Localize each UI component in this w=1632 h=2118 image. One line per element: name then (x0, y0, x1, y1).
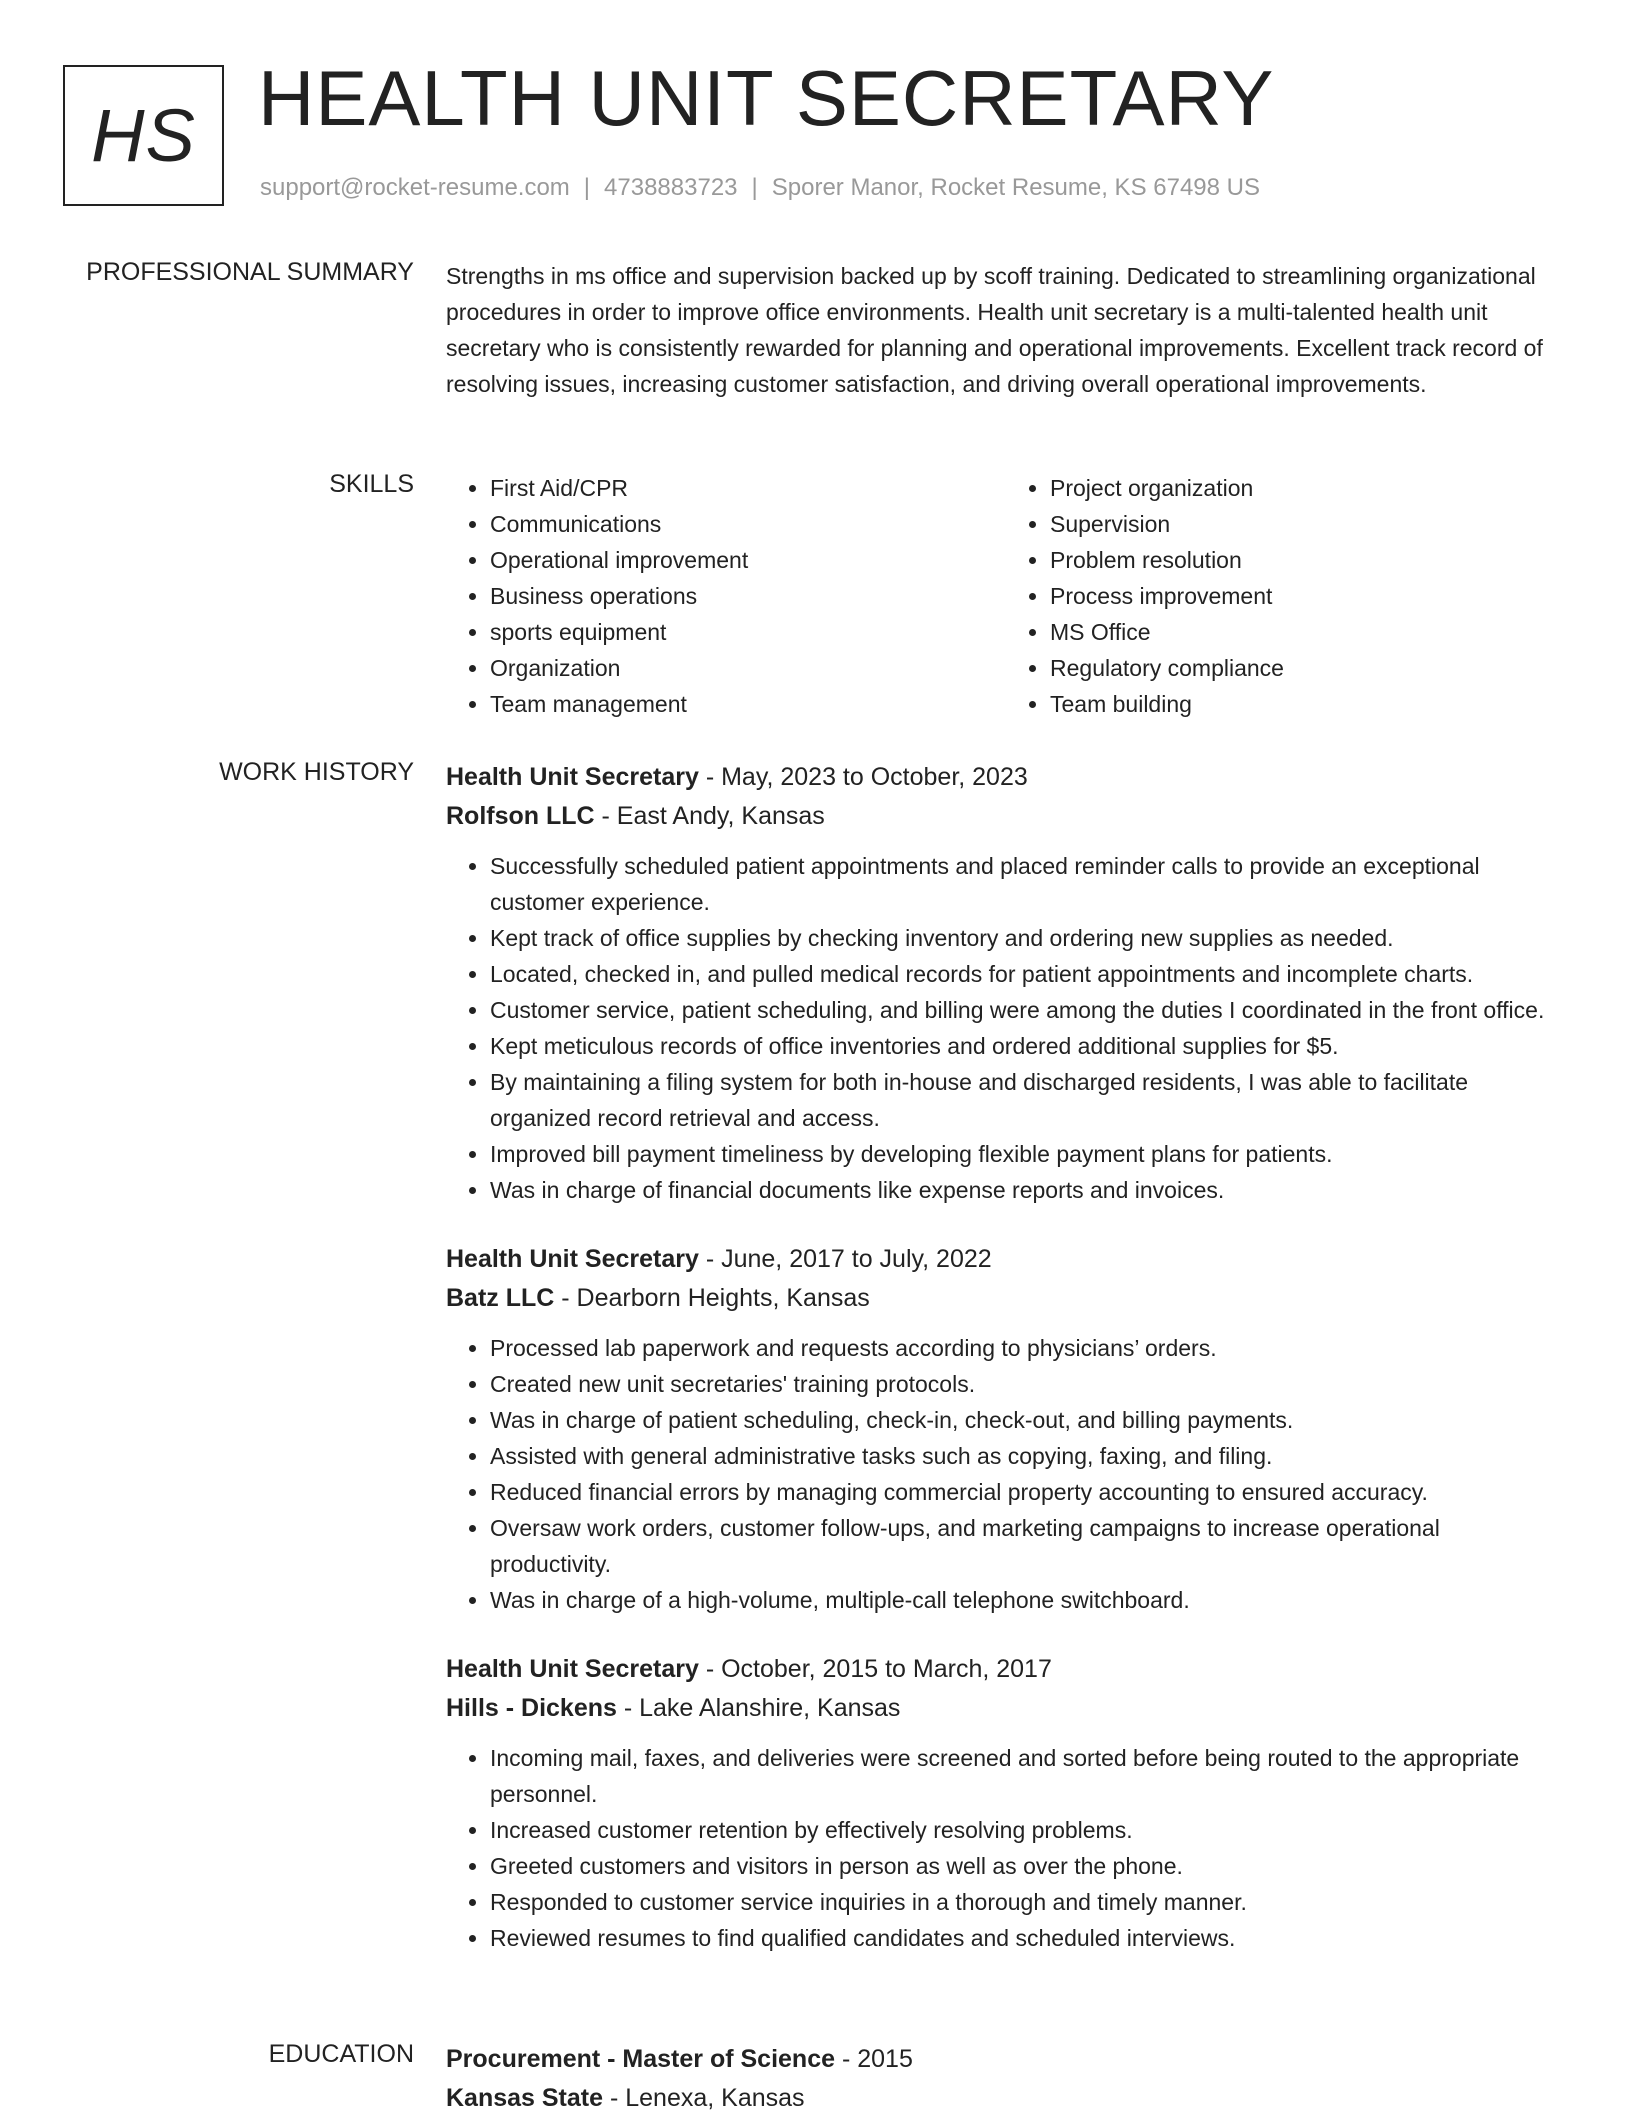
work-history-heading: WORK HISTORY (219, 758, 414, 786)
education-body (446, 2040, 1566, 2118)
job-dates: - October, 2015 to March, 2017 (698, 1655, 1052, 1683)
job-company-line (446, 1688, 1566, 1728)
education-year: - 2015 (835, 2045, 913, 2073)
resume-name: HEALTH UNIT SECRETARY (258, 54, 1275, 142)
skill-item: • sports equipment (490, 614, 1006, 650)
education-school: Kansas State (446, 2084, 604, 2112)
skill-item: • Operational improvement (490, 542, 1006, 578)
job-bullet: • Successfully scheduled patient appointments and placed reminder calls to provide an exceptional customer experience. (490, 848, 1566, 920)
job-bullet: • Greeted customers and visitors in person as well as over the phone. (490, 1848, 1566, 1884)
education-degree-line (446, 2040, 1566, 2078)
job-title: Health Unit Secretary (446, 1245, 699, 1273)
job-entry (446, 758, 1566, 1208)
contact-phone: 4738883723 (604, 174, 738, 201)
job-company-line (446, 1278, 1566, 1318)
skill-item: • Project organization (1050, 470, 1566, 506)
skill-item: • Communications (490, 506, 1006, 542)
skill-item: • Process improvement (1050, 578, 1566, 614)
contact-separator: | (751, 174, 758, 201)
contact-address: Sporer Manor, Rocket Resume, KS 67498 US (771, 174, 1260, 201)
job-title-line (446, 1240, 1566, 1278)
job-bullet: • By maintaining a filing system for both in-house and discharged residents, I was able to facilitate organized record retrieval and access. (490, 1064, 1566, 1136)
job-bullet: • Created new unit secretaries' training protocols. (490, 1366, 1566, 1402)
job-bullets (446, 848, 1566, 1208)
job-bullet: • Was in charge of a high-volume, multiple-call telephone switchboard. (490, 1582, 1566, 1618)
job-bullet: • Reduced financial errors by managing commercial property accounting to ensured accuracy. (490, 1474, 1566, 1510)
job-bullet: • Increased customer retention by effectively resolving problems. (490, 1812, 1566, 1848)
job-title: Health Unit Secretary (446, 1655, 699, 1683)
skill-item: • Supervision (1050, 506, 1566, 542)
skill-item: • Team management (490, 686, 1006, 722)
job-location: - East Andy, Kansas (594, 802, 825, 830)
education-heading: EDUCATION (268, 2040, 414, 2068)
job-title: Health Unit Secretary (446, 763, 699, 791)
job-location: - Dearborn Heights, Kansas (554, 1284, 870, 1312)
job-bullet: • Incoming mail, faxes, and deliveries were screened and sorted before being routed to the appropriate personnel. (490, 1740, 1566, 1812)
education-location: - Lenexa, Kansas (603, 2084, 805, 2112)
job-company: Hills - Dickens (446, 1694, 617, 1722)
job-bullet: • Improved bill payment timeliness by developing flexible payment plans for patients. (490, 1136, 1566, 1172)
job-bullet: • Was in charge of financial documents like expense reports and invoices. (490, 1172, 1566, 1208)
contact-separator: | (583, 174, 591, 201)
job-bullets (446, 1330, 1566, 1618)
skill-item: • First Aid/CPR (490, 470, 1006, 506)
summary-body (446, 258, 1566, 402)
job-title-line (446, 758, 1566, 796)
job-bullet: • Responded to customer service inquiries in a thorough and timely manner. (490, 1884, 1566, 1920)
job-bullet: • Processed lab paperwork and requests according to physicians’ orders. (490, 1330, 1566, 1366)
job-bullets (446, 1740, 1566, 1956)
job-title-line (446, 1650, 1566, 1688)
skills-column-right (1006, 470, 1566, 722)
education-school-line (446, 2078, 1566, 2118)
job-dates: - May, 2023 to October, 2023 (698, 763, 1028, 791)
job-company-line (446, 796, 1566, 836)
skill-item: • Regulatory compliance (1050, 650, 1566, 686)
job-entry (446, 1650, 1566, 1956)
initials-monogram: HS (63, 65, 224, 206)
skills-column-left (446, 470, 1006, 722)
job-location: - Lake Alanshire, Kansas (616, 1694, 901, 1722)
job-bullet: • Located, checked in, and pulled medical records for patient appointments and incomplete charts. (490, 956, 1566, 992)
skill-item: • Organization (490, 650, 1006, 686)
contact-line (260, 174, 1260, 202)
job-company: Rolfson LLC (446, 802, 595, 830)
job-bullet: • Reviewed resumes to find qualified candidates and scheduled interviews. (490, 1920, 1566, 1956)
job-bullet: • Kept meticulous records of office inventories and ordered additional supplies for $5. (490, 1028, 1566, 1064)
skill-item: • MS Office (1050, 614, 1566, 650)
work-history-body (446, 758, 1566, 1956)
summary-text: Strengths in ms office and supervision backed up by scoff training. Dedicated to streamlining organizational procedures in order to improve office environments. Health unit secretary is a multi-talented health unit secretary who is consistently rewarded for planning and operational improvements. Excellent track record of resolving issues, increasing customer satisfaction, and driving overall operational improvements. (446, 263, 1543, 397)
summary-heading: PROFESSIONAL SUMMARY (86, 258, 414, 286)
skill-item: • Problem resolution (1050, 542, 1566, 578)
education-degree: Procurement - Master of Science (446, 2045, 836, 2073)
skill-item: • Business operations (490, 578, 1006, 614)
job-bullet: • Assisted with general administrative tasks such as copying, faxing, and filing. (490, 1438, 1566, 1474)
job-bullet: • Kept track of office supplies by checking inventory and ordering new supplies as needed. (490, 920, 1566, 956)
job-dates: - June, 2017 to July, 2022 (698, 1245, 992, 1273)
contact-email: support@rocket-resume.com (260, 174, 570, 201)
job-entry (446, 1240, 1566, 1618)
skills-grid (446, 470, 1566, 722)
job-bullet: • Customer service, patient scheduling, and billing were among the duties I coordinated in the front office. (490, 992, 1566, 1028)
job-company: Batz LLC (446, 1284, 555, 1312)
skill-item: • Team building (1050, 686, 1566, 722)
skills-heading: SKILLS (329, 470, 414, 498)
job-bullet: • Was in charge of patient scheduling, check-in, check-out, and billing payments. (490, 1402, 1566, 1438)
job-bullet: • Oversaw work orders, customer follow-ups, and marketing campaigns to increase operational productivity. (490, 1510, 1566, 1582)
